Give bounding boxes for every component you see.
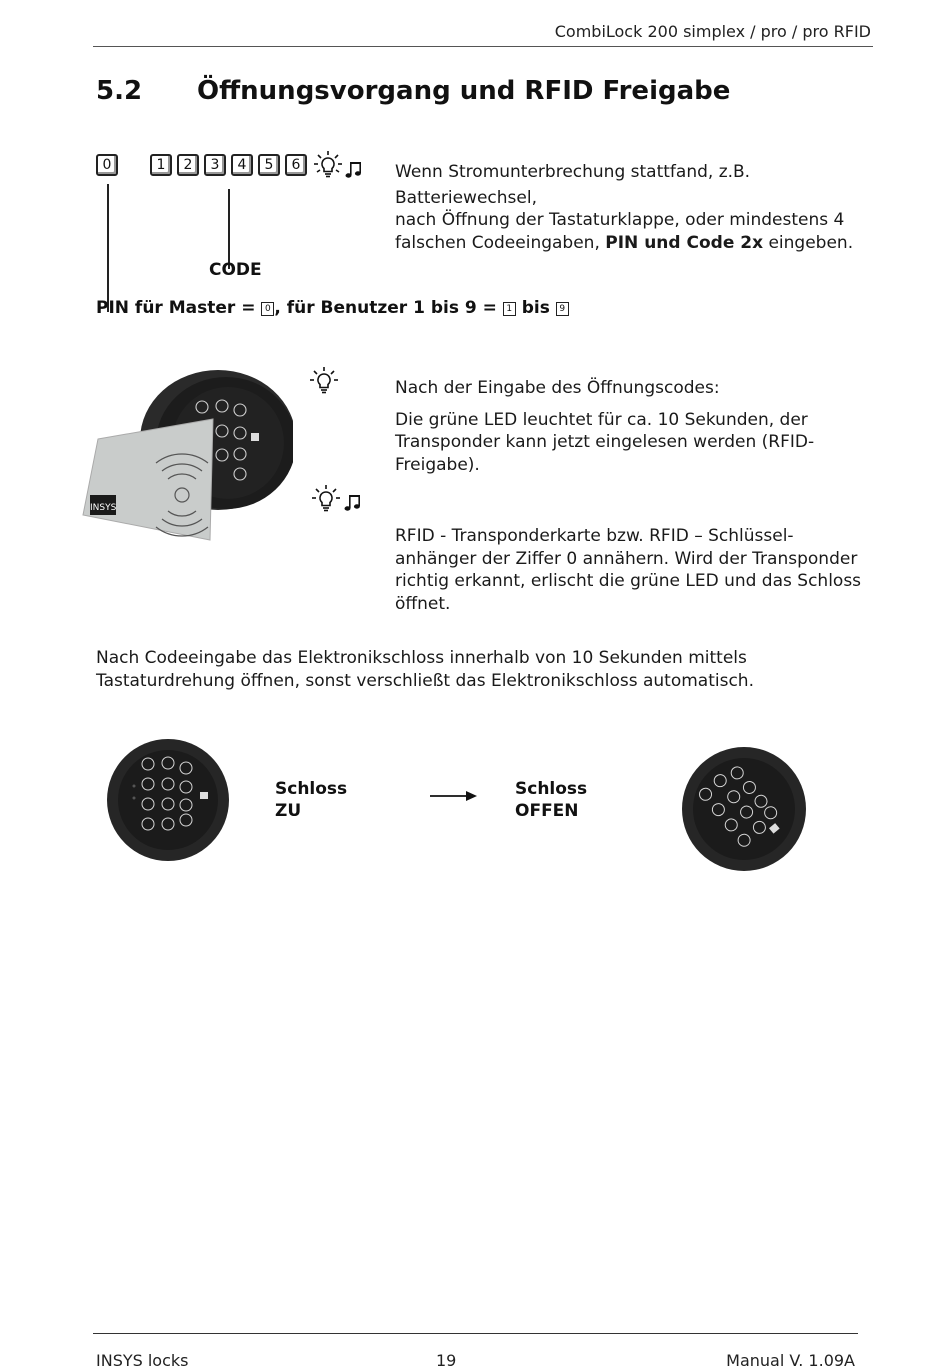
footer-page-number: 19 (436, 1351, 457, 1370)
closed-line1: Schloss (275, 779, 348, 799)
para3-line2: anhänger der Ziffer 0 annähern. Wird der Transponder (395, 548, 858, 569)
pin-middle: , für Benutzer 1 bis 9 = (274, 298, 503, 318)
closed-lock-image (106, 738, 231, 863)
music-note-icon (344, 493, 362, 513)
pin-bis: bis (515, 298, 556, 318)
power-interruption-paragraph (395, 161, 875, 254)
key-code-1: 1 (150, 154, 172, 176)
para1-line4 (395, 232, 875, 255)
para4-line2: Tastaturdrehung öffnen, sonst verschließt das Elektronikschloss automatisch. (96, 670, 754, 691)
pin-master-key: 0 (261, 302, 274, 316)
section-title (96, 76, 730, 106)
para1-line2: Batteriewechsel, (395, 187, 537, 208)
state-closed-label (275, 778, 347, 822)
para2-heading: Nach der Eingabe des Öffnungscodes: (395, 378, 720, 398)
music-note-icon (345, 160, 363, 180)
code-pointer-line (228, 189, 230, 269)
para2-line1: Die grüne LED leuchtet für ca. 10 Sekunden, der (395, 409, 808, 430)
para1-line3: nach Öffnung der Tastaturklappe, oder mindestens 4 (395, 210, 845, 230)
pin-definition-line (96, 298, 569, 318)
key-code-3: 3 (204, 154, 226, 176)
para4-line1: Nach Codeeingabe das Elektronikschloss innerhalb von 10 Sekunden mittels (96, 648, 747, 668)
para3-line3: richtig erkannt, erlischt die grüne LED und das Schloss (395, 571, 862, 591)
para1-line1: Wenn Stromunterbrechung stattfand, z.B. (395, 162, 751, 182)
card-brand-text: INSYS (90, 503, 117, 513)
pin-user-to-key: 9 (556, 302, 569, 316)
para1-line4-plain: falschen Codeeingaben, (395, 232, 606, 253)
pin-prefix: PIN für Master = (96, 298, 262, 318)
state-open-label (515, 778, 587, 822)
footer-rule (93, 1333, 858, 1334)
open-line2: OFFEN (515, 801, 579, 821)
code-label: CODE (209, 260, 262, 280)
key-code-5: 5 (258, 154, 280, 176)
para3-line4: öffnet. (395, 593, 451, 614)
para3-line1: RFID - Transponderkarte bzw. RFID – Schlüssel- (395, 526, 794, 546)
key-zero: 0 (96, 154, 118, 176)
header-rule (93, 46, 873, 47)
footer-manual-version: Manual V. 1.09A (726, 1351, 855, 1370)
key-code-6: 6 (285, 154, 307, 176)
rfid-transponder-paragraph (395, 525, 875, 615)
open-lock-image (680, 745, 808, 873)
auto-lock-paragraph (96, 647, 876, 692)
document-header-title: CombiLock 200 simplex / pro / pro RFID (554, 22, 871, 41)
footer-company: INSYS locks (96, 1351, 189, 1370)
para1-line4-bold: PIN und Code 2x (605, 232, 764, 253)
pin-pointer-line (107, 184, 109, 312)
led-bulb-icon (312, 150, 344, 182)
para1-line4-end: eingeben. (763, 232, 854, 253)
led-bulb-icon (310, 484, 342, 516)
key-code-4: 4 (231, 154, 253, 176)
para2-line2: Transponder kann jetzt eingelesen werden (RFID- (395, 432, 815, 452)
closed-line2: ZU (275, 801, 302, 821)
section-number: 5.2 (96, 76, 143, 106)
open-line1: Schloss (515, 779, 588, 799)
opening-code-paragraph (395, 377, 875, 476)
arrow-right-icon (430, 789, 478, 803)
para2-line3: Freigabe). (395, 454, 480, 475)
lock-with-rfid-card-image (78, 365, 293, 545)
section-title-text: Öffnungsvorgang und RFID Freigabe (197, 76, 731, 106)
key-code-2: 2 (177, 154, 199, 176)
led-bulb-icon (308, 366, 340, 398)
pin-user-from-key: 1 (503, 302, 516, 316)
